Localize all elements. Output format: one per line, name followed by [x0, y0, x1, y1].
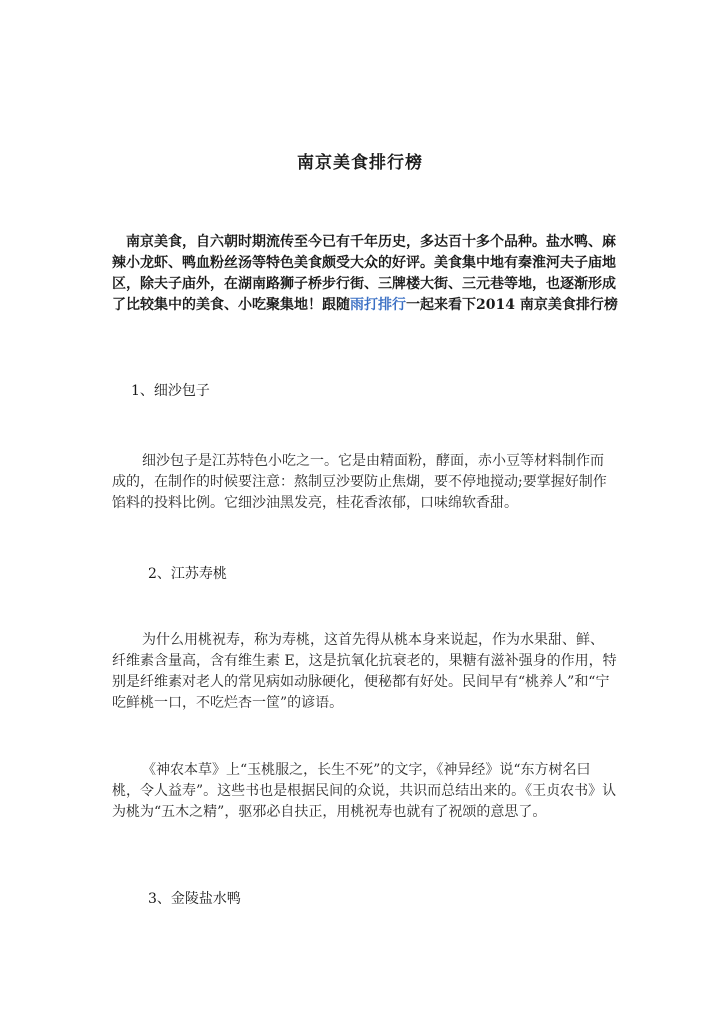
section-2-paragraph-2: 《神农本草》上“玉桃服之，长生不死”的文字，《神异经》说“东方树名曰桃，令人益寿”。这些书也是根据民间的众说，共识而总结出来的。《王贞农书》认为桃为“五木之精”，驱邪必自扶正，用桃祝寿也就有了祝颂的意思了。 [112, 762, 617, 820]
section-heading-2: 2、江苏寿桃 [148, 566, 227, 582]
section-heading-3: 3、金陵盐水鸭 [148, 891, 241, 907]
page-title: 南京美食排行榜 [297, 153, 423, 173]
section-heading-1: 1、细沙包子 [131, 383, 210, 399]
ranking-link[interactable]: 雨打排行 [350, 297, 406, 313]
intro-paragraph [112, 232, 620, 316]
intro-text-end: 一起来看下2014 南京美食排行榜 [406, 297, 618, 313]
section-2-paragraph-1: 为什么用桃祝寿，称为寿桃，这首先得从桃本身来说起，作为水果甜、鲜、纤维素含量高，含有维生素 E，这是抗氧化抗衰老的，果糖有滋补强身的作用，特别是纤维素对老人的常见病如动脉硬化，便秘都有好处。民间早有“桃养人”和“宁吃鲜桃一口，不吃烂杏一筐”的谚语。 [112, 632, 617, 711]
section-1-paragraph: 细沙包子是江苏特色小吃之一。它是由精面粉，酵面，赤小豆等材料制作而成的，在制作的时候要注意：熬制豆沙要防止焦煳，要不停地搅动;要掌握好制作馅料的投料比例。它细沙油黑发亮，桂花香浓郁，口味绵软香甜。 [112, 453, 607, 511]
intro-text: 南京美食，自六朝时期流传至今已有千年历史，多达百十多个品种。盐水鸭、麻辣小龙虾、鸭血粉丝汤等特色美食颇受大众的好评。美食集中地有秦淮河夫子庙地区，除夫子庙外，在湖南路狮子桥步行街、三牌楼大街、三元巷等地，也逐渐形成了比较集中的美食、小吃聚集地！跟随 [112, 234, 616, 313]
